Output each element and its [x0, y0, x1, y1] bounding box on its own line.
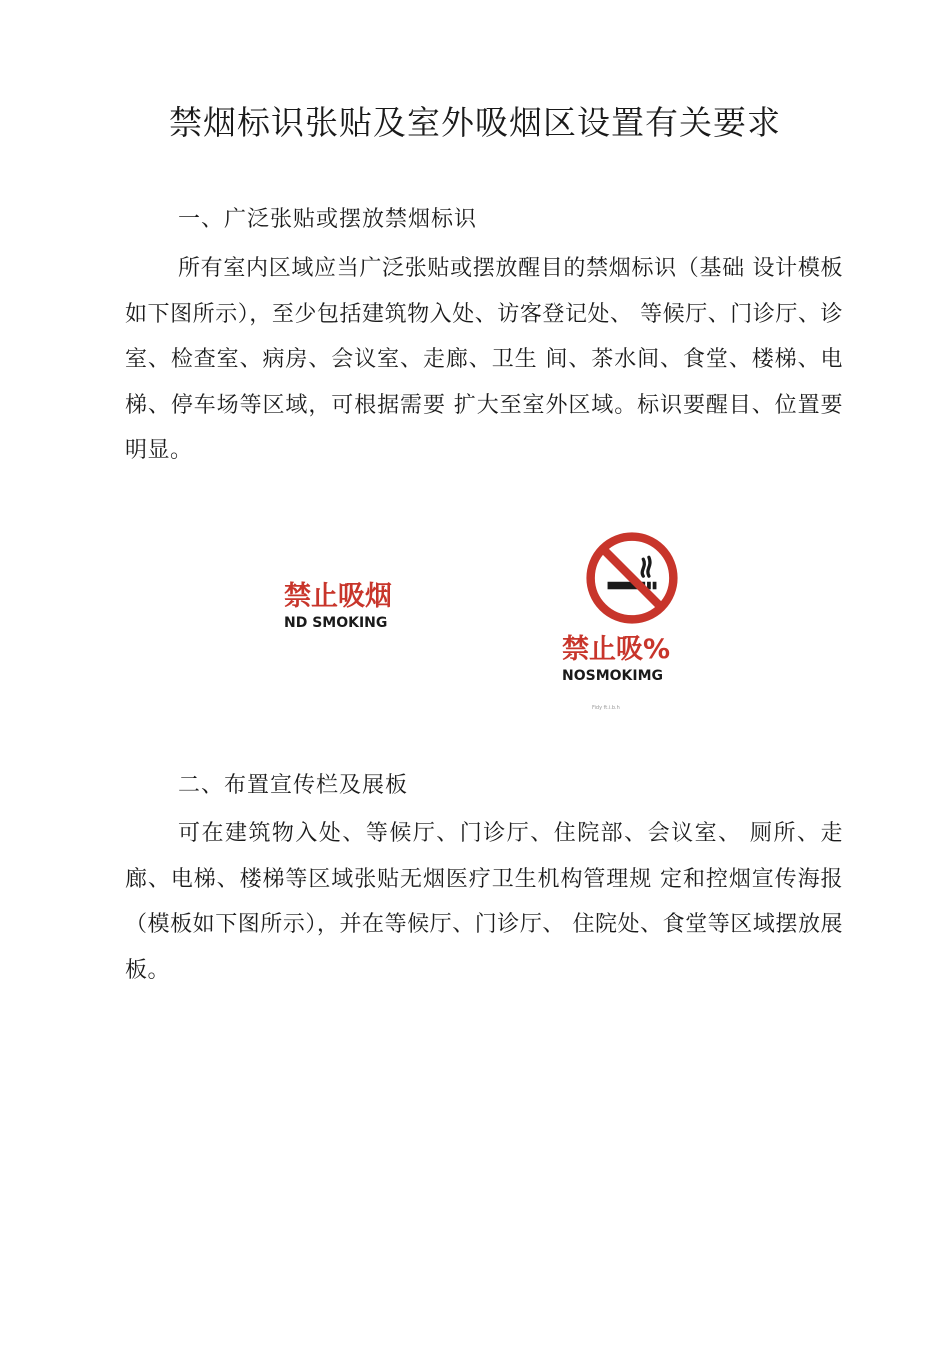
sign-english-label: NOSMOKIMG — [562, 668, 664, 684]
section-paragraph-2: 可在建筑物入处、等候厅、门诊厅、住院部、会议室、 厕所、走廊、电梯、楼梯等区域张贴无烟医疗卫生机构管理规 定和控烟宣传海报（模板如下图所示），并在等候厅、门诊厅、 住院处、食堂等区域摆放展板。 — [125, 821, 843, 983]
sign-caption: Fidy ft.i.b.h — [592, 705, 620, 711]
section-heading-2: 二、布置宣传栏及展板 — [178, 773, 409, 798]
sign-chinese-label: 禁止吸% — [562, 634, 671, 665]
section-heading-1: 一、广泛张贴或摆放禁烟标识 — [178, 207, 478, 232]
section-paragraph-1: 所有室内区域应当广泛张贴或摆放醒目的禁烟标识（基础 设计模板如下图所示），至少包括建筑物入处、访客登记处、 等候厅、门诊厅、诊室、检查室、病房、会议室、走廊、卫生 间、茶水间、食堂、楼梯、电梯、停车场等区域，可根据需要 扩大至室外区域。标识要醒目、位置要明显。 — [125, 256, 843, 463]
document-title: 禁烟标识张贴及室外吸烟区设置有关要求 — [169, 103, 781, 142]
no-smoking-icon-sign — [562, 633, 670, 684]
no-smoking-icon — [585, 531, 679, 625]
sign-chinese-label: 禁止吸烟 — [284, 581, 392, 612]
no-smoking-text-sign — [284, 580, 392, 631]
sign-english-label: ND SMOKING — [284, 615, 388, 631]
